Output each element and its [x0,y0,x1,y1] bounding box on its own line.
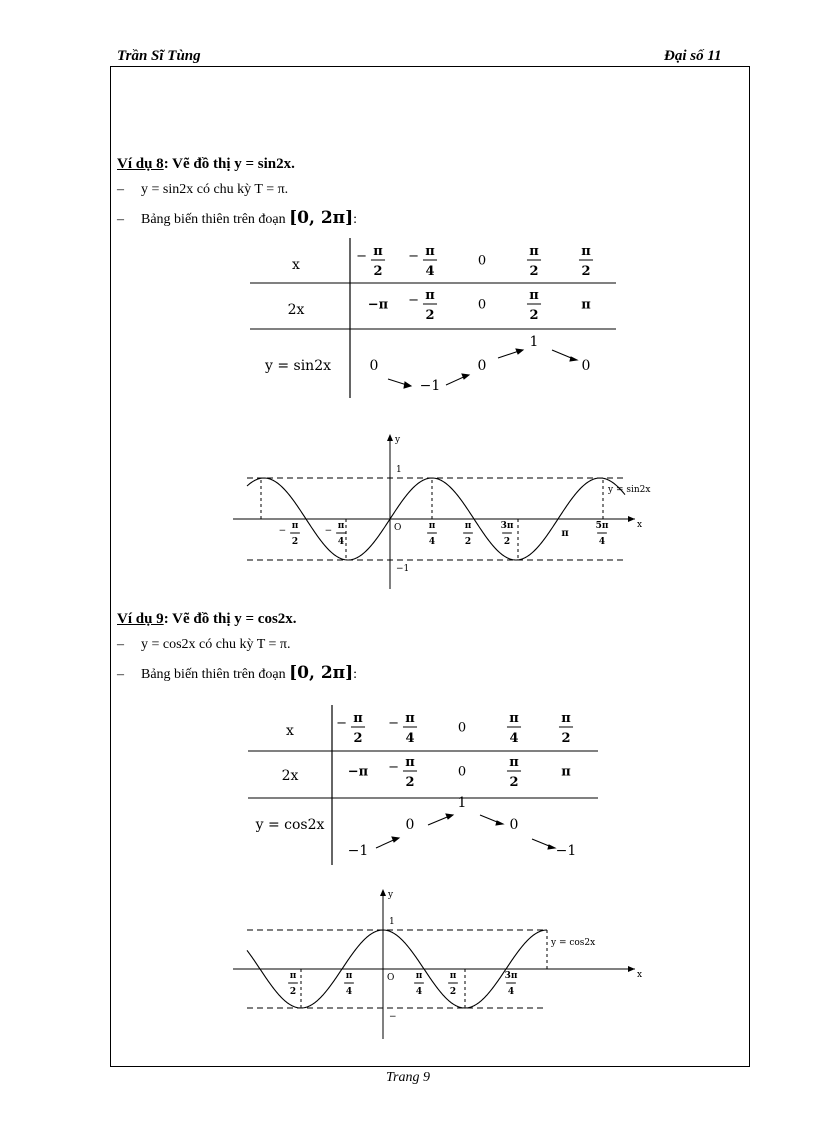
svg-text:π: π [425,288,435,303]
ex9-row1-label: x [286,723,294,739]
ex9-graph-tick-label [448,971,458,997]
svg-text:2: 2 [509,775,519,790]
ex9-title [117,611,297,628]
ex8-variation-table [250,238,620,403]
ex8-y-value: 0 [369,358,379,374]
svg-text:4: 4 [415,987,423,997]
svg-text:−π: −π [367,297,389,313]
ex8-graph-tick-label [561,528,568,539]
ex9-variation-table [248,705,603,870]
ex9-interval: [0, 2π] [289,663,354,683]
ex9-graph-tick-label [414,971,424,997]
ex8-x-value [356,244,385,279]
page-number: Trang 9 [386,1070,430,1085]
svg-text:2: 2 [464,537,472,547]
ex9-title-label: Ví dụ 9 [117,611,164,627]
svg-text:0: 0 [477,297,487,313]
ex8-graph-tick-label [427,521,437,547]
ex8-graph-origin-label: O [394,523,402,533]
ex9-x-value [336,711,365,746]
svg-text:π: π [561,764,571,780]
ex9-x-value [388,711,417,746]
ex8-x-value [527,244,541,279]
svg-text:−π: −π [347,764,369,780]
ex9-y-value: 0 [405,817,415,833]
svg-text:π: π [561,528,569,540]
ex9-graph-y-label: y [388,890,394,900]
ex9-y-value: −1 [555,843,577,859]
ex9-graph-tick-label [288,971,298,997]
ex8-2x-value [581,298,591,313]
ex9-graph-tick-label [505,971,518,997]
ex8-line1: – y = sin2x có chu kỳ T = π. [117,182,289,197]
svg-text:−: − [324,526,333,536]
svg-text:−: − [278,526,287,536]
ex8-title-label: Ví dụ 8 [117,156,164,172]
ex8-line2: – Bảng biến thiên trên đoạn [0, 2π]: [117,208,358,228]
svg-text:π: π [529,288,539,303]
svg-text:2: 2 [581,264,591,279]
svg-text:2: 2 [503,537,511,547]
ex9-graph-tick-label [344,971,354,997]
svg-text:−: − [356,249,367,264]
header-author: Trần Sĩ Tùng [117,48,201,64]
ex9-table-caption: Bảng biến thiên trên đoạn [141,667,286,682]
ex8-2x-value [478,298,486,313]
ex8-graph-x-label: x [637,520,643,530]
ex8-2x-value [368,298,389,313]
ex8-2x-value [527,288,541,323]
ex9-graph-bottom-label: − [389,1012,397,1022]
svg-text:3π: 3π [500,521,514,531]
svg-text:4: 4 [337,537,345,547]
svg-text:0: 0 [457,764,467,780]
svg-text:4: 4 [405,731,415,746]
ex9-graph-curve-label: y = cos2x [551,938,596,948]
svg-text:π: π [529,244,539,259]
svg-text:π: π [581,244,591,259]
svg-text:−: − [408,293,419,308]
svg-text:π: π [509,711,519,726]
svg-text:2: 2 [529,308,539,323]
ex8-graph-tick-label [325,521,346,547]
svg-text:2: 2 [425,308,435,323]
ex9-graph-origin-label: O [387,973,395,983]
svg-text:−: − [388,716,399,731]
ex8-graph-curve-label: y = sin2x [608,485,651,495]
ex8-graph-tick-label [463,521,473,547]
svg-text:0: 0 [477,253,487,269]
ex9-x-value [458,721,466,736]
svg-text:2: 2 [449,987,457,997]
svg-text:2: 2 [529,264,539,279]
svg-text:−: − [336,716,347,731]
svg-text:−: − [388,760,399,775]
svg-text:π: π [464,521,472,531]
svg-text:4: 4 [425,264,435,279]
svg-text:π: π [291,521,299,531]
ex8-graph-y-label: y [395,435,401,445]
svg-text:2: 2 [291,537,299,547]
svg-text:π: π [449,971,457,981]
ex8-2x-value [408,288,437,323]
ex9-line2: – Bảng biến thiên trên đoạn [0, 2π]: [117,663,358,683]
svg-text:π: π [415,971,423,981]
ex9-2x-value [388,755,417,790]
svg-text:π: π [509,755,519,770]
svg-text:2: 2 [373,264,383,279]
svg-text:π: π [405,755,415,770]
ex9-y-value: −1 [347,843,369,859]
svg-text:3π: 3π [504,971,518,981]
svg-text:π: π [337,521,345,531]
ex9-2x-value [458,765,466,780]
svg-text:2: 2 [353,731,363,746]
ex9-y-value: 0 [509,817,519,833]
ex9-line1: – y = cos2x có chu kỳ T = π. [117,637,291,652]
svg-text:π: π [405,711,415,726]
svg-text:π: π [345,971,353,981]
svg-text:2: 2 [289,987,297,997]
header-subject: Đại số 11 [664,48,722,64]
ex8-x-value [408,244,437,279]
ex8-graph [225,430,665,590]
ex8-row3-label: y = sin2x [264,358,332,374]
ex8-row2-label: 2x [287,302,305,318]
ex9-graph-x-label: x [637,970,643,980]
ex8-title [117,156,295,173]
ex8-y-value: −1 [419,378,441,394]
ex8-interval: [0, 2π] [289,208,354,228]
svg-text:π: π [425,244,435,259]
ex8-graph-tick-label [279,521,300,547]
ex8-x-value [478,254,486,269]
ex8-title-rest: : Vẽ đồ thị y = sin2x. [163,156,295,172]
svg-text:π: π [289,971,297,981]
ex9-row3-label: y = cos2x [255,817,325,833]
ex9-row2-label: 2x [281,768,299,784]
ex9-graph-top-label: 1 [389,917,395,927]
svg-text:π: π [353,711,363,726]
ex8-period: y = sin2x có chu kỳ T = π. [141,182,289,197]
svg-text:2: 2 [561,731,571,746]
ex9-2x-value [561,765,571,780]
svg-text:4: 4 [598,537,606,547]
ex9-2x-value [348,765,369,780]
svg-text:0: 0 [457,720,467,736]
svg-text:π: π [561,711,571,726]
ex9-graph [225,885,665,1045]
svg-text:4: 4 [428,537,436,547]
ex8-graph-tick-label [501,521,514,547]
svg-text:π: π [581,297,591,313]
svg-text:4: 4 [345,987,353,997]
ex8-x-value [579,244,593,279]
svg-text:−: − [408,249,419,264]
ex8-graph-tick-label [596,521,609,547]
ex9-2x-value [507,755,521,790]
ex8-y-value: 0 [477,358,487,374]
ex9-x-value [507,711,521,746]
svg-text:π: π [428,521,436,531]
ex8-table-caption: Bảng biến thiên trên đoạn [141,212,286,227]
ex8-y-value: 0 [581,358,591,374]
ex9-x-value [559,711,573,746]
svg-text:4: 4 [507,987,515,997]
ex9-y-value: 1 [457,795,467,811]
ex8-y-value: 1 [529,334,539,350]
ex9-period: y = cos2x có chu kỳ T = π. [141,637,291,652]
ex8-graph-top-label: 1 [396,465,402,475]
ex8-row1-label: x [292,257,300,273]
svg-text:2: 2 [405,775,415,790]
svg-text:5π: 5π [595,521,609,531]
svg-text:π: π [373,244,383,259]
svg-text:4: 4 [509,731,519,746]
ex8-graph-bottom-label: −1 [396,564,410,574]
ex9-title-rest: : Vẽ đồ thị y = cos2x. [163,611,297,627]
